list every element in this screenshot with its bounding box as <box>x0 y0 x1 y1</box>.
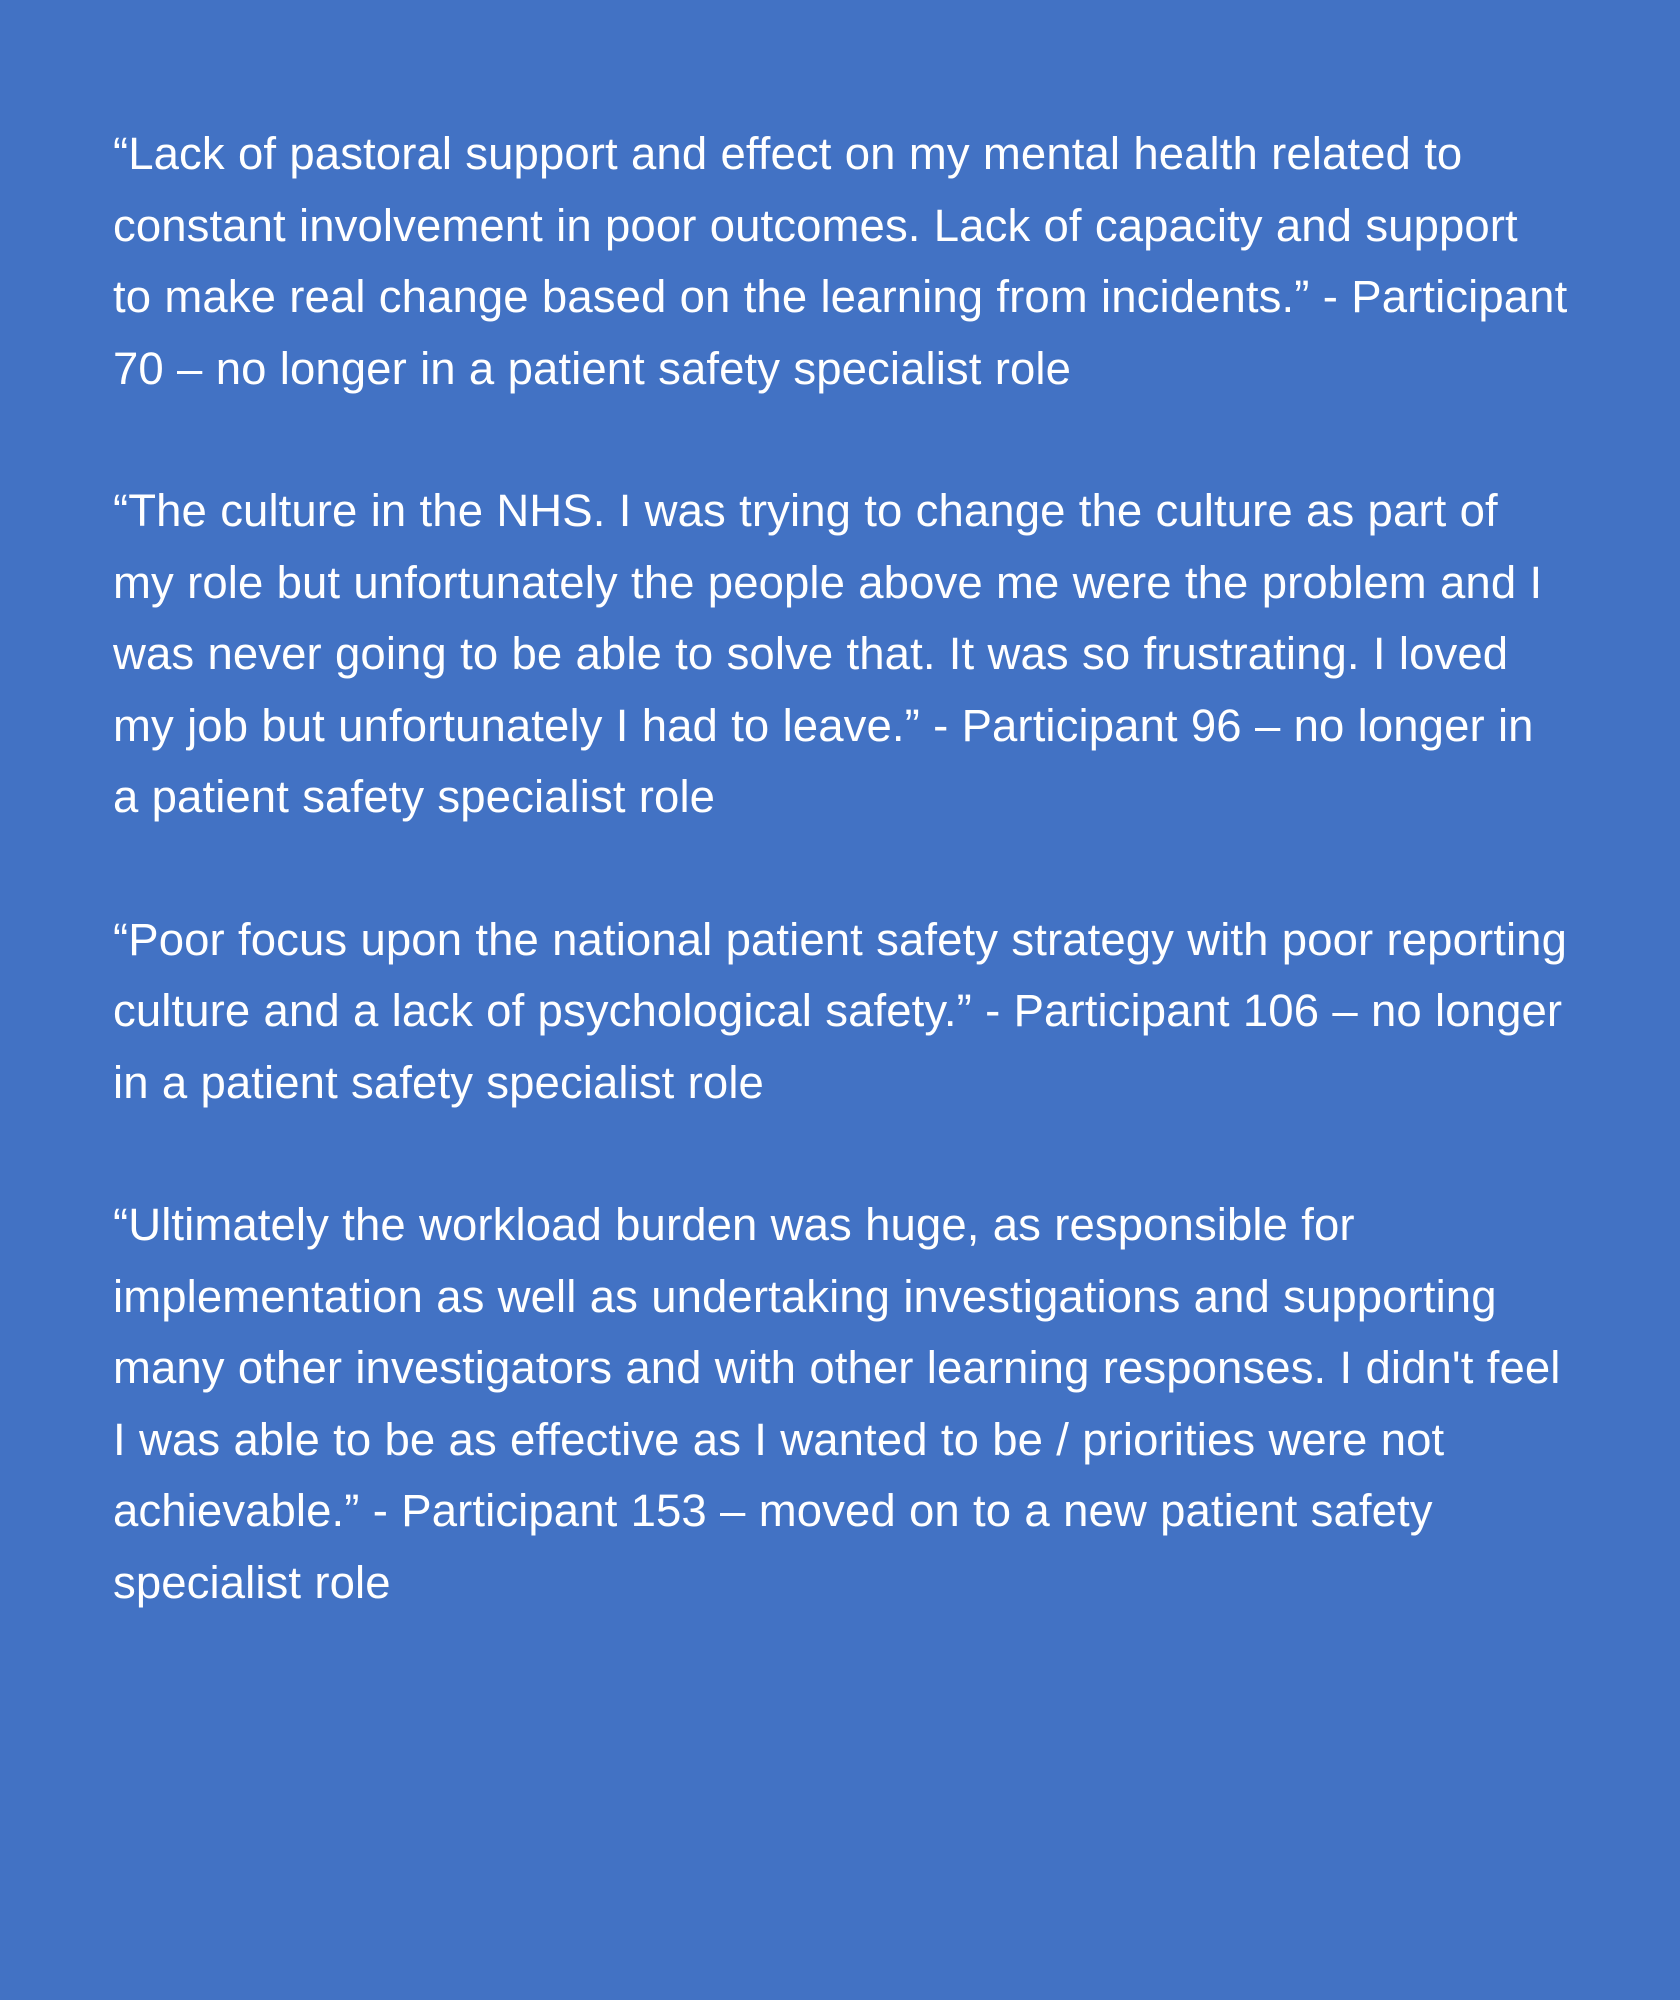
quote-list <box>113 118 1568 1618</box>
quote-item-3: “Poor focus upon the national patient safety strategy with poor reporting culture and a lack of psychological safety.” - Participant 106 – no longer in a patient safety specialist role <box>113 913 1567 1108</box>
quote-item-4: “Ultimately the workload burden was huge, as responsible for implementation as well as undertaking investigations and supporting many other investigators and with other learning responses. I didn't feel I was able to be as effective as I wanted to be / priorities were not achievable.” - Participant 153 – moved on to a new patient safety specialist role <box>113 1199 1561 1608</box>
quote-item-1: “Lack of pastoral support and effect on my mental health related to constant involvement in poor outcomes. Lack of capacity and support to make real change based on the learning from incidents.” - Participant 70 – no longer in a patient safety specialist role <box>113 128 1568 394</box>
quote-item-2: “The culture in the NHS. I was trying to change the culture as part of my role but unfortunately the people above me were the problem and I was never going to be able to solve that. It was so frustrating. I loved my job but unfortunately I had to leave.” - Participant 96 – no longer in a patient safety specialist role <box>113 485 1543 822</box>
